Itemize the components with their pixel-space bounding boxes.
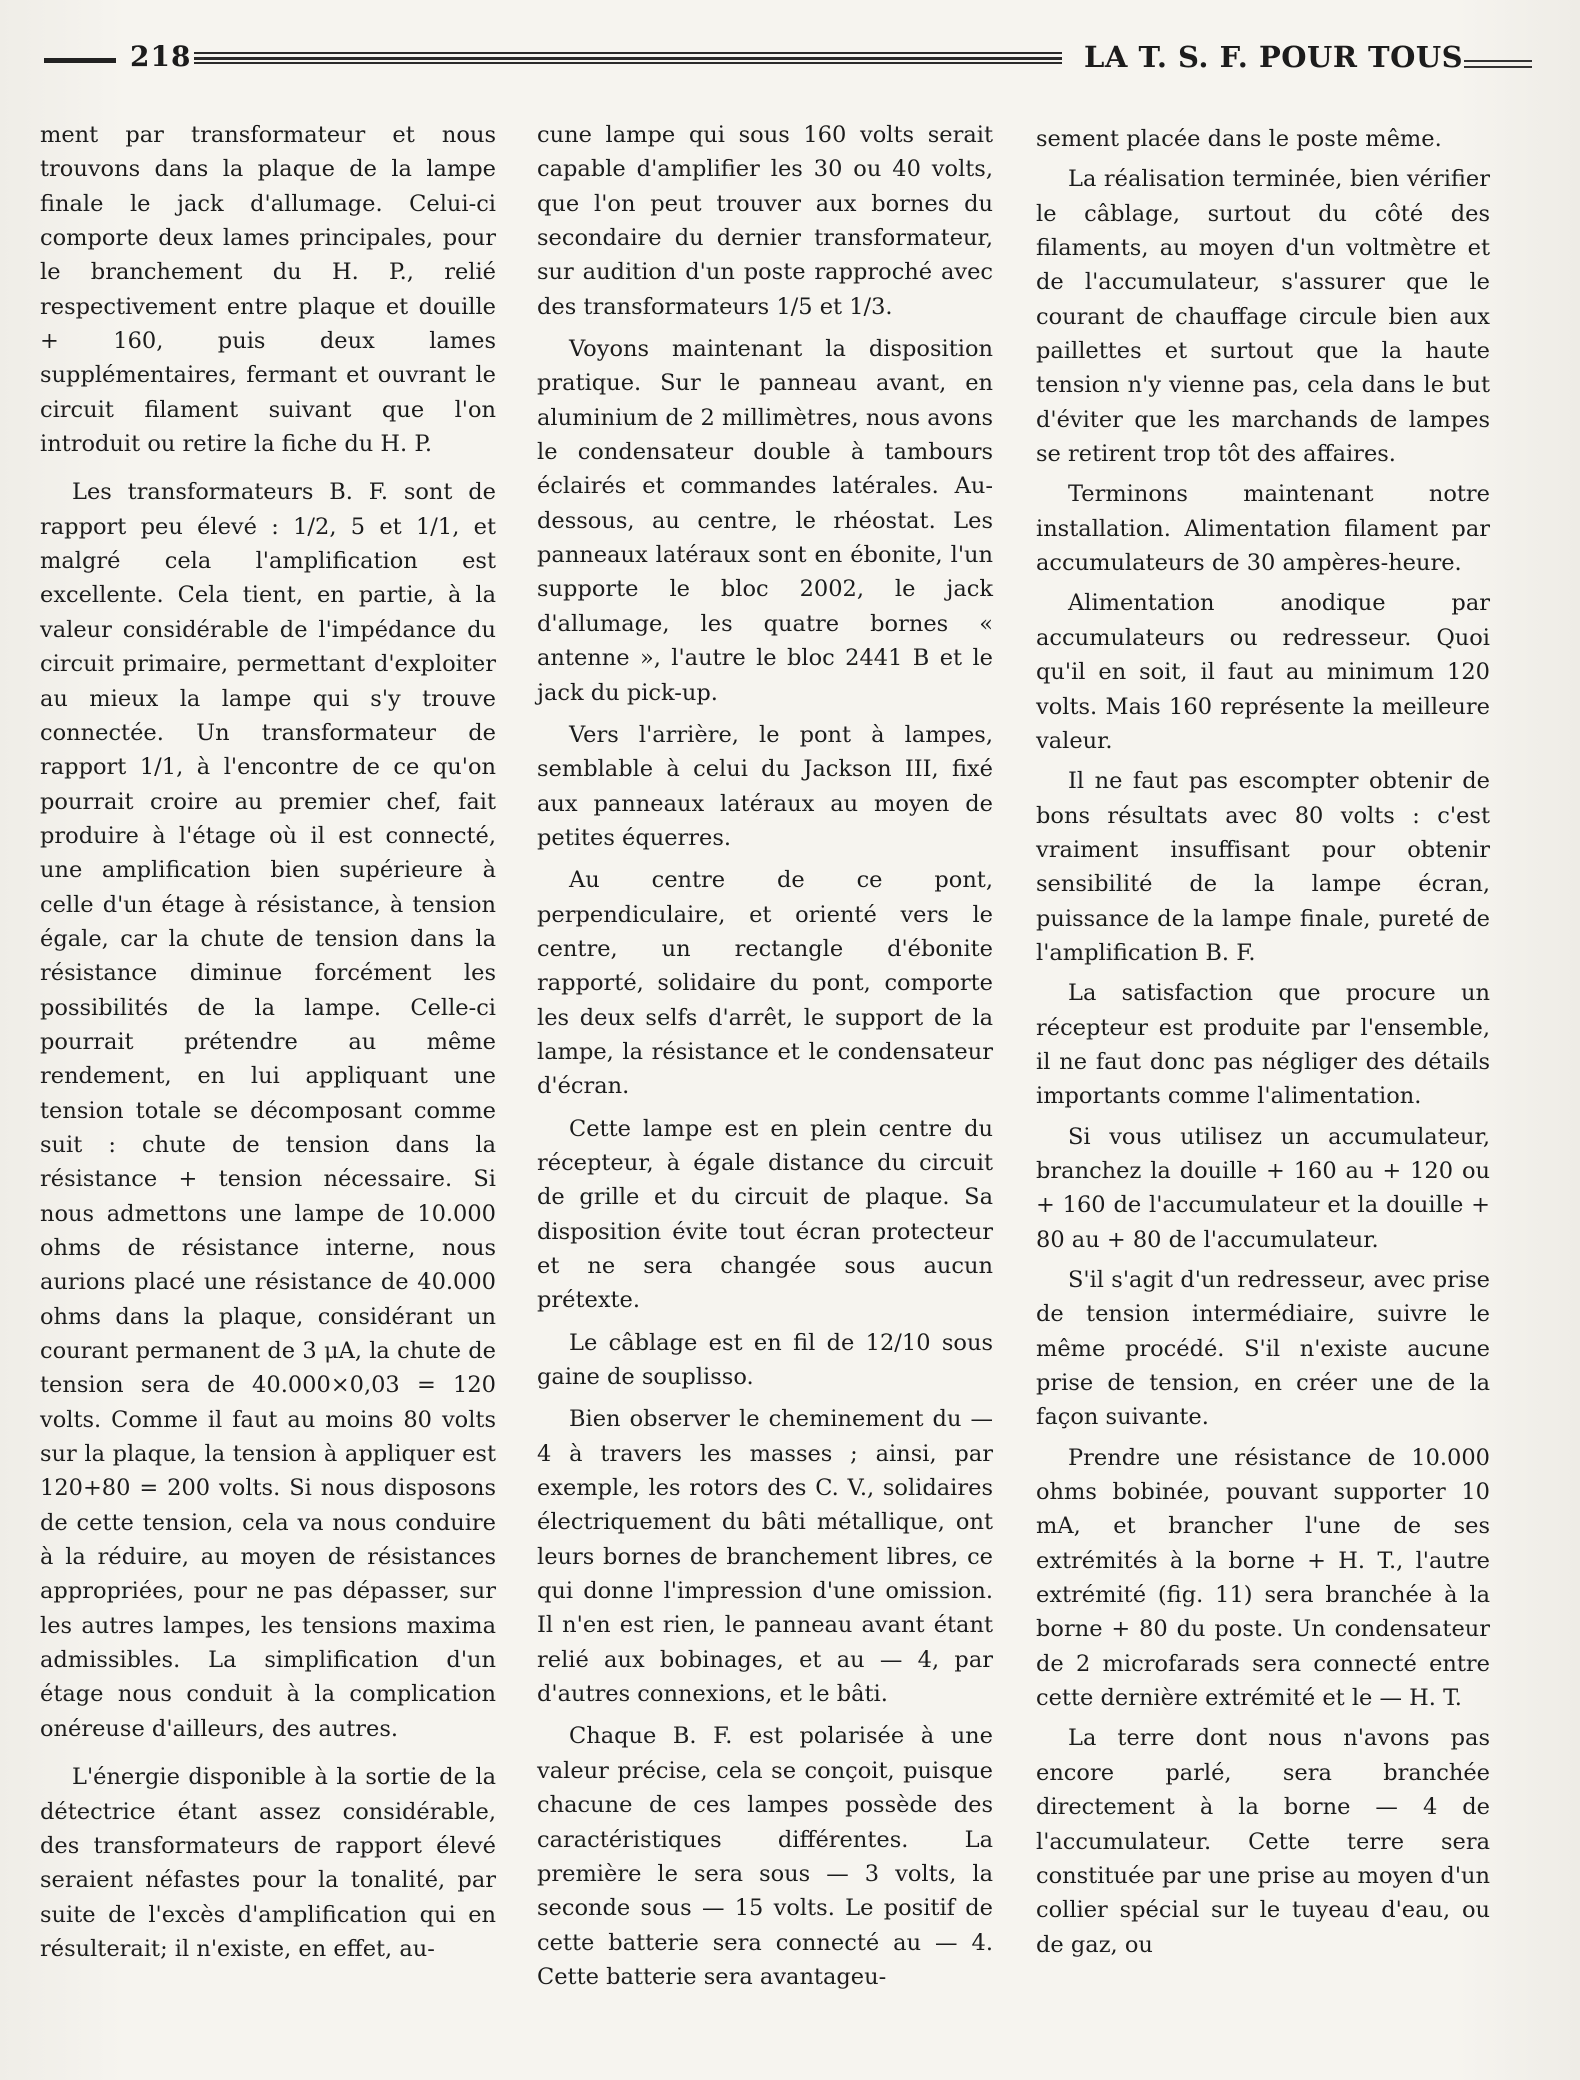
- header-left-dash: [44, 58, 116, 63]
- header-right-dash: [1464, 60, 1532, 70]
- paragraph: Vers l'arrière, le pont à lampes, semblable à celui du Jackson III, fixé aux panneaux latéraux au moyen de petites équerres.: [537, 721, 993, 851]
- paragraph: Bien observer le cheminement du — 4 à travers les masses ; ainsi, par exemple, les rotors des C. V., solidaires électriquement du bâti métallique, ont leurs bornes de branchement libres, ce qui donne l'impression d'une omission. Il n'en est rien, le panneau avant étant relié aux bobinages, et au — 4, par d'autres connexions, et le bâti.: [537, 1406, 993, 1708]
- text-column-3: [1036, 122, 1490, 1962]
- running-title: LA T. S. F. POUR TOUS: [1084, 40, 1464, 74]
- paragraph: cune lampe qui sous 160 volts serait capable d'amplifier les 30 ou 40 volts, que l'on peut trouver aux bornes du secondaire du dernier transformateur, sur audition d'un poste rapproché avec des transformateurs 1/5 et 1/3.: [537, 122, 993, 320]
- paragraph: ment par transformateur et nous trouvons dans la plaque de la lampe finale le jack d'allumage. Celui-ci comporte deux lames principales, pour le branchement du H. P., relié respectivement entre plaque et douille + 160, puis deux lames supplémentaires, fermant et ouvrant le circuit filament suivant que l'on introduit ou retire la fiche du H. P.: [40, 122, 496, 458]
- page-number: 218: [130, 40, 192, 73]
- paragraph: Chaque B. F. est polarisée à une valeur précise, cela se conçoit, puisque chacune de ces lampes possède des caractéristiques différentes. La première le sera sous — 3 volts, la seconde sous — 15 volts. Le positif de cette batterie sera connecté au — 4. Cette batterie sera avantageu-: [537, 1723, 993, 1990]
- paragraph: Terminons maintenant notre installation. Alimentation filament par accumulateurs de 30 ampères-heure.: [1036, 481, 1490, 577]
- paragraph: La satisfaction que procure un récepteur est produite par l'ensemble, il ne faut donc pas négliger des détails importants comme l'alimentation.: [1036, 980, 1490, 1110]
- paragraph: Si vous utilisez un accumulateur, branchez la douille + 160 au + 120 ou + 160 de l'accumulateur et la douille + 80 au + 80 de l'accumulateur.: [1036, 1123, 1490, 1253]
- text-column-2: [537, 118, 993, 1994]
- paragraph: Voyons maintenant la disposition pratique. Sur le panneau avant, en aluminium de 2 millimètres, nous avons le condensateur double à tambours éclairés et commandes latérales. Au-dessous, au centre, le rhéostat. Les panneaux latéraux sont en ébonite, l'un supporte le bloc 2002, le jack d'allumage, les quatre bornes « antenne », l'autre le bloc 2441 B et le jack du pick-up.: [537, 336, 993, 706]
- paragraph: Le câblage est en fil de 12/10 sous gaine de souplisso.: [537, 1329, 993, 1391]
- paragraph: La réalisation terminée, bien vérifier le câblage, surtout du côté des filaments, au moyen d'un voltmètre et de l'accumulateur, s'assurer que le courant de chauffage circule bien aux paillettes et surtout que la haute tension n'y vienne pas, cela dans le but d'éviter que les marchands de lampes se retirent trop tôt des affaires.: [1036, 166, 1490, 468]
- paragraph: Alimentation anodique par accumulateurs ou redresseur. Quoi qu'il en soit, il faut au minimum 120 volts. Mais 160 représente la meilleure valeur.: [1036, 590, 1490, 754]
- page-header: [44, 38, 1494, 80]
- paragraph: S'il s'agit d'un redresseur, avec prise de tension intermédiaire, suivre le même procédé. S'il n'existe aucune prise de tension, en créer une de la façon suivante.: [1036, 1267, 1490, 1431]
- paragraph: Prendre une résistance de 10.000 ohms bobinée, pouvant supporter 10 mA, et brancher l'une de ses extrémités à la borne + H. T., l'autre extrémité (fig. 11) sera branchée à la borne + 80 du poste. Un condensateur de 2 microfarads sera connecté entre cette dernière extrémité et le — H. T.: [1036, 1444, 1490, 1712]
- paragraph: Au centre de ce pont, perpendiculaire, et orienté vers le centre, un rectangle d'ébonite rapporté, solidaire du pont, comporte les deux selfs d'arrêt, le support de la lampe, la résistance et le condensateur d'écran.: [537, 867, 993, 1100]
- text-column-1: [40, 118, 496, 1966]
- paragraph: L'énergie disponible à la sortie de la détectrice étant assez considérable, des transformateurs de rapport élevé seraient néfastes pour la tonalité, par suite de l'excès d'amplification qui en résulterait; il n'existe, en effet, au-: [40, 1764, 496, 1962]
- paragraph: Cette lampe est en plein centre du récepteur, à égale distance du circuit de grille et du circuit de plaque. Sa disposition évite tout écran protecteur et ne sera changée sous aucun prétexte.: [537, 1115, 993, 1314]
- header-rule: [194, 52, 1062, 64]
- paragraph: La terre dont nous n'avons pas encore parlé, sera branchée directement à la borne — 4 de l'accumulateur. Cette terre sera constituée par une prise au moyen d'un collier spécial sur le tuyeau d'eau, ou de gaz, ou: [1036, 1725, 1490, 1958]
- paragraph: sement placée dans le poste même.: [1036, 126, 1442, 152]
- paragraph: Les transformateurs B. F. sont de rapport peu élevé : 1/2, 5 et 1/1, et malgré cela l'amplification est excellente. Cela tient, en partie, à la valeur considérable de l'impédance du circuit primaire, permettant d'exploiter au mieux la lampe qui s'y trouve connectée. Un transformateur de rapport 1/1, à l'encontre de ce qu'on pourrait croire au premier chef, fait produire à l'étage où il est connecté, une amplification bien supérieure à celle d'un étage à résistance, à tension égale, car la chute de tension dans la résistance diminue forcément les possibilités de la lampe. Celle-ci pourrait prétendre au même rendement, en lui appliquant une tension totale se décomposant comme suit : chute de tension dans la résistance + tension nécessaire. Si nous admettons une lampe de 10.000 ohms de résistance interne, nous aurions placé une résistance de 40.000 ohms dans la plaque, considérant un courant permanent de 3 μA, la chute de tension sera de 40.000×0,03 = 120 volts. Comme il faut au moins 80 volts sur la plaque, la tension à appliquer est 120+80 = 200 volts. Si nous disposons de cette tension, cela va nous conduire à la réduire, au moyen de résistances appropriées, pour ne pas dépasser, sur les autres lampes, les tensions maxima admissibles. La simplification d'un étage nous conduit à la complication onéreuse d'ailleurs, des autres.: [40, 479, 496, 1742]
- paragraph: Il ne faut pas escompter obtenir de bons résultats avec 80 volts : c'est vraiment insuffisant pour obtenir sensibilité de la lampe écran, puissance de la lampe finale, pureté de l'amplification B. F.: [1036, 768, 1490, 966]
